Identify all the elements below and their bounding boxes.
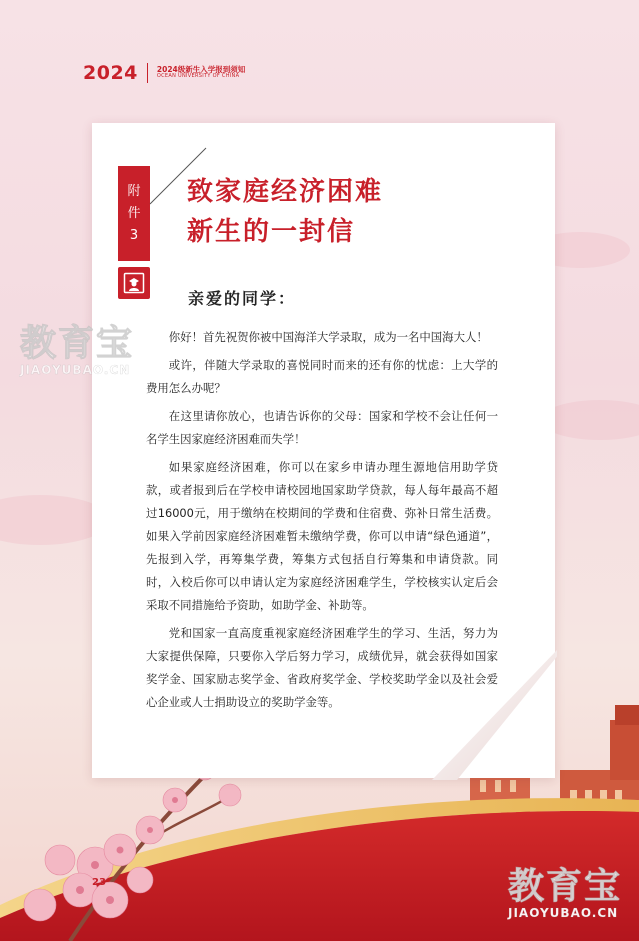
header-year: 2024 (83, 62, 138, 84)
attachment-tag (118, 166, 150, 261)
header-text (157, 66, 245, 80)
page-number: 23 (92, 877, 106, 888)
watermark-left (20, 325, 134, 377)
header-title-en: OCEAN UNIVERSITY OF CHINA (156, 73, 240, 80)
watermark-cn: 教育宝 (508, 866, 623, 907)
letter-title (187, 172, 383, 252)
paragraph: 你好！首先祝贺你被中国海洋大学录取，成为一名中国海大人！ (168, 330, 488, 344)
title-line-1: 致家庭经济困难 (187, 177, 384, 207)
paragraph: 如果家庭经济困难，你可以在家乡申请办理生源地信用助学贷款，或者报到后在学校申请校园地国家助学贷款，每人每年最高不超过16000元，用于缴纳在校期间的学费和住宿费、弥补日常生活费。如果入学前因家庭经济困难暂未缴纳学费，你可以申请“绿色通道”，先报到入学，再筹集学费，筹集方式包括自行筹集和申请贷款。同时，入校后你可以申请认定为家庭经济困难学生，学校核实认定后会采取不同措施给予资助，如助学金、补助等。 (146, 460, 498, 612)
title-line-2: 新生的一封信 (187, 217, 356, 247)
letter-greeting: 亲爱的同学： (188, 289, 297, 308)
page-header (83, 58, 245, 88)
header-title-cn: 2024级新生入学报到须知 (156, 65, 246, 75)
tag-number: 3 (129, 227, 139, 243)
header-divider (147, 63, 148, 83)
tag-char-1: 附 (127, 183, 141, 199)
watermark-right (508, 868, 622, 920)
watermark-en: JIAOYUBAO.CN (508, 906, 619, 920)
letter-body (146, 326, 498, 719)
watermark-cn: 教育宝 (20, 323, 135, 364)
tag-char-2: 件 (127, 205, 141, 221)
student-icon (118, 267, 150, 299)
paragraph: 在这里请你放心，也请告诉你的父母：国家和学校不会让任何一名学生因家庭经济困难而失学！ (146, 409, 498, 446)
paragraph: 或许，伴随大学录取的喜悦同时而来的还有你的忧虑：上大学的费用怎么办呢？ (146, 358, 498, 395)
watermark-en: JIAOYUBAO.CN (20, 363, 131, 377)
paragraph: 党和国家一直高度重视家庭经济困难学生的学习、生活，努力为大家提供保障，只要你入学后努力学习，成绩优异，就会获得如国家奖学金、国家励志奖学金、省政府奖学金、学校奖助学金以及社会爱心企业或人士捐助设立的奖助学金等。 (146, 626, 498, 709)
